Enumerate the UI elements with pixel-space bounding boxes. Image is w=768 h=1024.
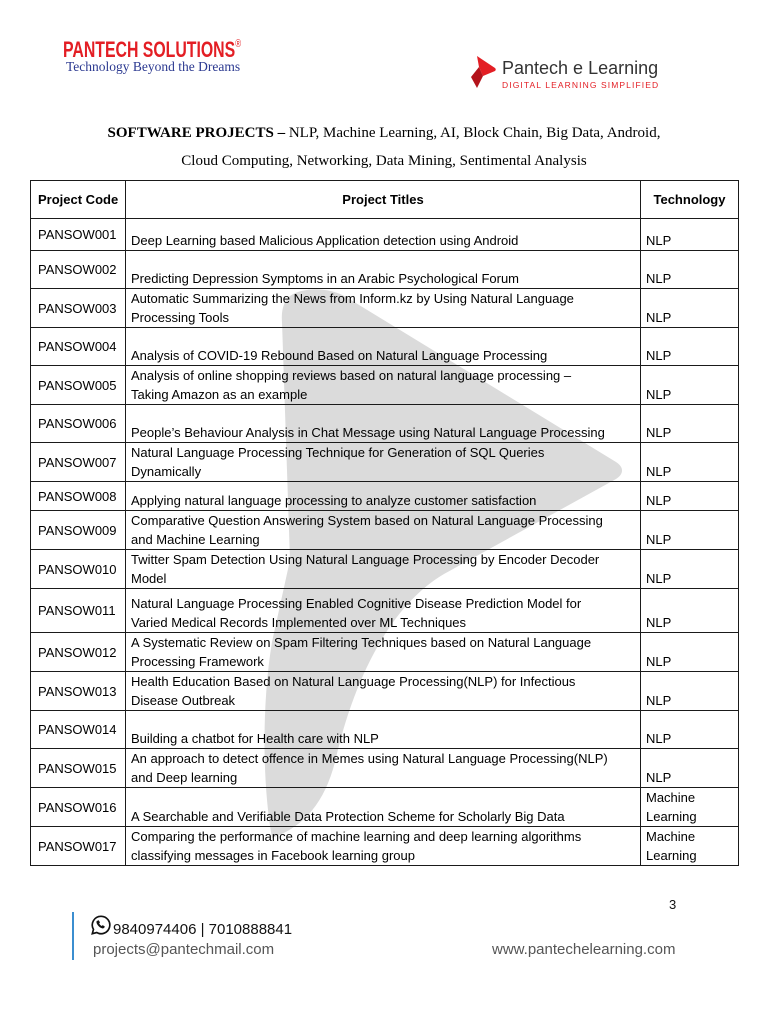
table-row <box>31 219 739 251</box>
document-title-lead: SOFTWARE PROJECTS – <box>107 125 286 141</box>
project-title-line: Processing Tools <box>131 310 230 325</box>
table-row <box>31 511 739 550</box>
project-title-line: Comparing the performance of machine learning and deep learning algorithms <box>131 829 582 844</box>
table-row <box>31 289 739 328</box>
project-code: PANSOW017 <box>31 827 126 866</box>
project-title <box>126 289 641 328</box>
project-title-line: Analysis of online shopping reviews based on natural language processing – <box>131 368 572 383</box>
project-title-line: Predicting Depression Symptoms in an Arabic Psychological Forum <box>131 271 520 286</box>
project-title-line: Applying natural language processing to analyze customer satisfaction <box>131 493 537 508</box>
project-title-line: People’s Behaviour Analysis in Chat Message using Natural Language Processing <box>131 425 605 440</box>
table-row <box>31 672 739 711</box>
project-title <box>126 550 641 589</box>
project-title-line: An approach to detect offence in Memes using Natural Language Processing(NLP) <box>131 751 608 766</box>
project-code: PANSOW005 <box>31 366 126 405</box>
project-title-line: Disease Outbreak <box>131 693 236 708</box>
project-technology: NLP <box>641 749 739 788</box>
project-code: PANSOW003 <box>31 289 126 328</box>
project-title <box>126 589 641 633</box>
projects-table <box>30 180 739 866</box>
project-code: PANSOW010 <box>31 550 126 589</box>
project-title <box>126 511 641 550</box>
project-code: PANSOW016 <box>31 788 126 827</box>
project-title-line: and Deep learning <box>131 770 238 785</box>
project-title-line: Taking Amazon as an example <box>131 387 308 402</box>
project-title <box>126 251 641 289</box>
project-title <box>126 788 641 827</box>
project-title-line: Deep Learning based Malicious Application detection using Android <box>131 233 519 248</box>
project-title-line: Varied Medical Records Implemented over ML Techniques <box>131 615 467 630</box>
project-title <box>126 827 641 866</box>
table-row <box>31 589 739 633</box>
company-tagline: Technology Beyond the Dreams <box>66 59 241 74</box>
project-technology: NLP <box>641 511 739 550</box>
project-code: PANSOW007 <box>31 443 126 482</box>
project-title <box>126 443 641 482</box>
project-technology: NLP <box>641 219 739 251</box>
column-header-technology: Technology <box>641 181 739 219</box>
project-technology: NLP <box>641 251 739 289</box>
table-row <box>31 711 739 749</box>
project-title-line: A Searchable and Verifiable Data Protection Scheme for Scholarly Big Data <box>131 809 565 824</box>
project-title <box>126 366 641 405</box>
project-technology: NLP <box>641 405 739 443</box>
company-logo-text: PANTECH SOLUTIONS <box>63 37 236 62</box>
contact-email-link[interactable]: projects@pantechmail.com <box>93 941 275 958</box>
page-number: 3 <box>669 897 677 912</box>
project-code: PANSOW014 <box>31 711 126 749</box>
table-header-row <box>31 181 739 219</box>
elearning-tagline: DIGITAL LEARNING SIMPLIFIED <box>502 80 660 90</box>
column-header-project-code: Project Code <box>31 181 126 219</box>
document-title-topics: NLP, Machine Learning, AI, Block Chain, Big Data, Android, <box>288 125 661 141</box>
project-title-line: Processing Framework <box>131 654 264 669</box>
table-row <box>31 482 739 511</box>
table-row <box>31 251 739 289</box>
project-technology: NLP <box>641 366 739 405</box>
project-technology: NLP <box>641 589 739 633</box>
project-title-line: Twitter Spam Detection Using Natural Language Processing by Encoder Decoder <box>131 552 600 567</box>
project-title-line: and Machine Learning <box>131 532 260 547</box>
project-technology: NLP <box>641 672 739 711</box>
project-code: PANSOW002 <box>31 251 126 289</box>
project-title-line: Dynamically <box>131 464 202 479</box>
whatsapp-icon <box>90 914 112 936</box>
project-technology: NLP <box>641 711 739 749</box>
project-code: PANSOW011 <box>31 589 126 633</box>
project-technology: NLP <box>641 289 739 328</box>
table-row <box>31 749 739 788</box>
project-title <box>126 405 641 443</box>
project-code: PANSOW012 <box>31 633 126 672</box>
project-title <box>126 672 641 711</box>
contact-phone-numbers: 9840974406 | 7010888841 <box>113 921 293 938</box>
project-code: PANSOW001 <box>31 219 126 251</box>
project-technology: NLP <box>641 443 739 482</box>
registered-mark: ® <box>235 38 242 50</box>
project-title-line: Comparative Question Answering System based on Natural Language Processing <box>131 513 603 528</box>
project-title-line: Building a chatbot for Health care with NLP <box>131 731 379 746</box>
project-title <box>126 711 641 749</box>
document-title-line-2: Cloud Computing, Networking, Data Mining, Sentimental Analysis <box>181 153 587 169</box>
pantech-arrow-icon <box>468 55 496 89</box>
project-title-line: A Systematic Review on Spam Filtering Techniques based on Natural Language <box>131 635 592 650</box>
project-code: PANSOW009 <box>31 511 126 550</box>
project-title <box>126 219 641 251</box>
project-technology: NLP <box>641 633 739 672</box>
project-title-line: Model <box>131 571 167 586</box>
project-code: PANSOW006 <box>31 405 126 443</box>
project-title-line: Automatic Summarizing the News from Inform.kz by Using Natural Language <box>131 291 574 306</box>
project-code: PANSOW004 <box>31 328 126 366</box>
project-code: PANSOW013 <box>31 672 126 711</box>
project-title <box>126 328 641 366</box>
website-link[interactable]: www.pantechelearning.com <box>492 941 676 958</box>
project-technology: Machine Learning <box>641 827 739 866</box>
project-title-line: classifying messages in Facebook learning group <box>131 848 415 863</box>
table-row <box>31 328 739 366</box>
project-code: PANSOW015 <box>31 749 126 788</box>
project-technology: NLP <box>641 328 739 366</box>
column-header-project-titles: Project Titles <box>126 181 641 219</box>
project-technology: NLP <box>641 550 739 589</box>
project-code: PANSOW008 <box>31 482 126 511</box>
project-title <box>126 482 641 511</box>
project-title-line: Natural Language Processing Enabled Cognitive Disease Prediction Model for <box>131 596 582 611</box>
footer-divider <box>72 912 74 960</box>
elearning-brand-name: Pantech e Learning <box>502 58 659 78</box>
table-row <box>31 788 739 827</box>
table-row <box>31 443 739 482</box>
table-row <box>31 405 739 443</box>
project-title-line: Natural Language Processing Technique for Generation of SQL Queries <box>131 445 545 460</box>
table-row <box>31 366 739 405</box>
document-title-line-1 <box>0 124 768 142</box>
project-title-line: Analysis of COVID-19 Rebound Based on Natural Language Processing <box>131 348 548 363</box>
project-technology: Machine Learning <box>641 788 739 827</box>
table-row <box>31 633 739 672</box>
project-title <box>126 749 641 788</box>
project-technology: NLP <box>641 482 739 511</box>
project-title <box>126 633 641 672</box>
table-row <box>31 827 739 866</box>
table-row <box>31 550 739 589</box>
project-title-line: Health Education Based on Natural Language Processing(NLP) for Infectious <box>131 674 576 689</box>
